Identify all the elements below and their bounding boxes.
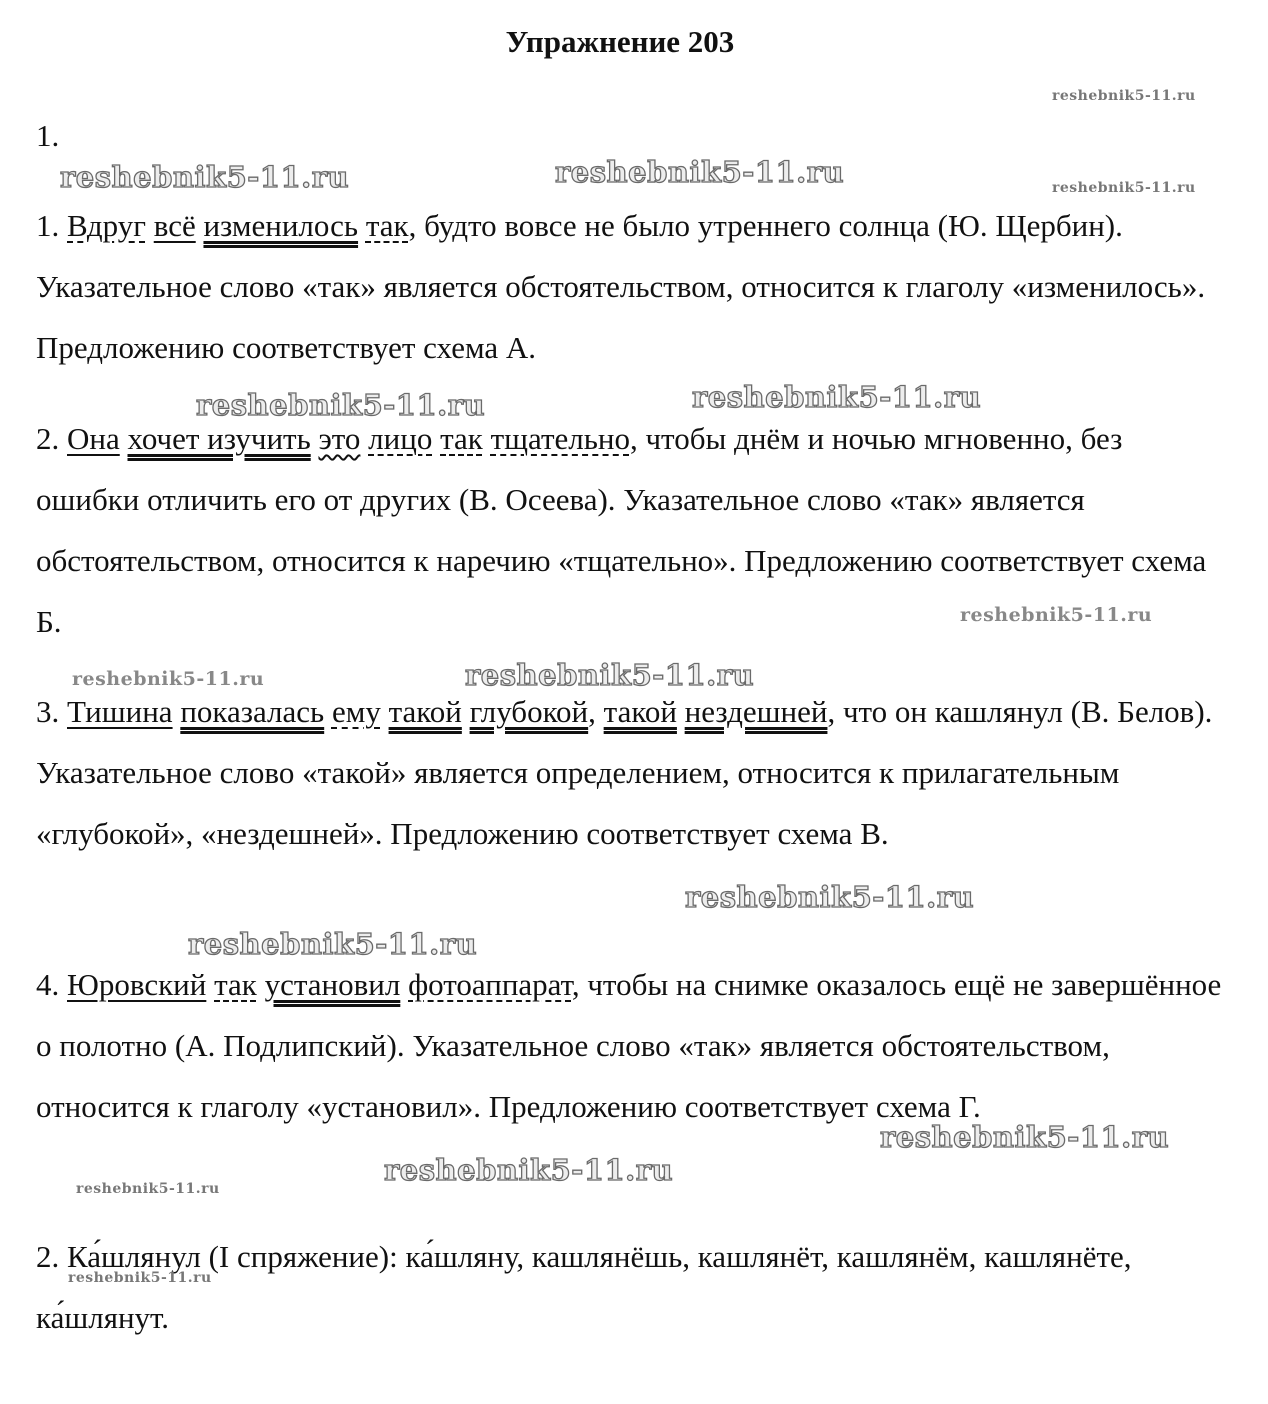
sentence-text: 4. <box>36 967 67 1002</box>
underlined-word: тщательно <box>490 421 630 456</box>
underlined-word: Юровский <box>67 967 207 1002</box>
sentence-text <box>358 208 366 243</box>
underlined-word: так <box>440 421 483 456</box>
sentence-text <box>257 967 265 1002</box>
page-title: Упражнение 203 <box>505 24 735 59</box>
underlined-word: такой <box>603 694 677 729</box>
watermark: reshebnik5-11.ru <box>685 880 975 914</box>
sentence-text <box>324 694 332 729</box>
sentence-text <box>677 694 685 729</box>
underlined-word: это <box>318 421 361 456</box>
watermark: reshebnik5-11.ru <box>555 155 845 189</box>
watermark: reshebnik5-11.ru <box>188 927 478 961</box>
sentence-text <box>120 421 128 456</box>
watermark: reshebnik5-11.ru <box>68 1270 212 1286</box>
watermark: reshebnik5-11.ru <box>196 388 486 422</box>
watermark: reshebnik5-11.ru <box>880 1120 1170 1154</box>
sentence-text: , чтобы на снимке оказалось ещё не завершённое о полотно (А. Подлипский). Указательное слово «так» является обстоятельством, относится к глаголу «установил». Предложению соответствует схема Г. <box>36 967 1222 1124</box>
watermark: reshebnik5-11.ru <box>72 668 265 690</box>
watermark: reshebnik5-11.ru <box>1052 180 1196 196</box>
underlined-word: установил <box>264 967 401 1002</box>
underlined-word: так <box>365 208 409 243</box>
sentence-text <box>432 421 440 456</box>
sentence-text: , будто вовсе не было утреннего солнца (Ю. Щербин). Указательное слово «так» является обстоятельством, относится к глаголу «изменилось». Предложению соответствует схема А. <box>36 208 1206 365</box>
underlined-word: изменилось <box>203 208 359 243</box>
sentence-text: , что он кашлянул (В. Белов). Указательное слово «такой» является определением, относится к прилагательным «глубокой», «нездешней». Предложению соответствует схема В. <box>36 694 1213 851</box>
watermark: reshebnik5-11.ru <box>60 160 350 194</box>
underlined-word: показалась <box>180 694 325 729</box>
underlined-word: хочет изучить <box>127 421 311 456</box>
underlined-word: лицо <box>368 421 433 456</box>
sentence-text <box>146 208 154 243</box>
watermark: reshebnik5-11.ru <box>465 658 755 692</box>
sentence-text: , <box>588 694 604 729</box>
underlined-word: такой <box>388 694 462 729</box>
sentence-text <box>360 421 368 456</box>
sentence-text <box>381 694 389 729</box>
sentence-1 <box>36 195 1226 378</box>
sentence-text <box>206 967 214 1002</box>
watermark: reshebnik5-11.ru <box>76 1181 220 1197</box>
underlined-word: фотоаппарат <box>408 967 572 1002</box>
underlined-word: Она <box>67 421 120 456</box>
sentence-text: 2. Ка́шлянул (I спряжение): ка́шляну, кашлянёшь, кашлянёт, кашлянём, кашлянёте, ка́шлянут. <box>36 1239 1132 1335</box>
watermark: reshebnik5-11.ru <box>384 1153 674 1187</box>
sentence-3 <box>36 681 1226 864</box>
sentence-text <box>483 421 491 456</box>
conjugation-answer <box>36 1226 1226 1348</box>
watermark: reshebnik5-11.ru <box>692 380 982 414</box>
watermark: reshebnik5-11.ru <box>960 604 1153 626</box>
sentence-4 <box>36 954 1226 1137</box>
watermark: reshebnik5-11.ru <box>1052 88 1196 104</box>
underlined-word: Тишина <box>67 694 173 729</box>
sentence-text: 3. <box>36 694 67 729</box>
sentence-text <box>400 967 408 1002</box>
underlined-word: нездешней <box>684 694 828 729</box>
sentence-text: 2. <box>36 421 67 456</box>
sentence-text: 1. <box>36 208 67 243</box>
underlined-word: всё <box>153 208 196 243</box>
underlined-word: так <box>214 967 257 1002</box>
underlined-word: ему <box>331 694 381 729</box>
sentence-text <box>462 694 470 729</box>
underlined-word: Вдруг <box>67 208 146 243</box>
sentence-text: , чтобы днём и ночью мгновенно, без ошибки отличить его от других (В. Осеева). Указательное слово «так» является обстоятельством, относится к наречию «тщательно». Предложению соответствует схема Б. <box>36 421 1207 639</box>
task-number: 1. <box>36 118 60 153</box>
underlined-word: глубокой <box>469 694 589 729</box>
